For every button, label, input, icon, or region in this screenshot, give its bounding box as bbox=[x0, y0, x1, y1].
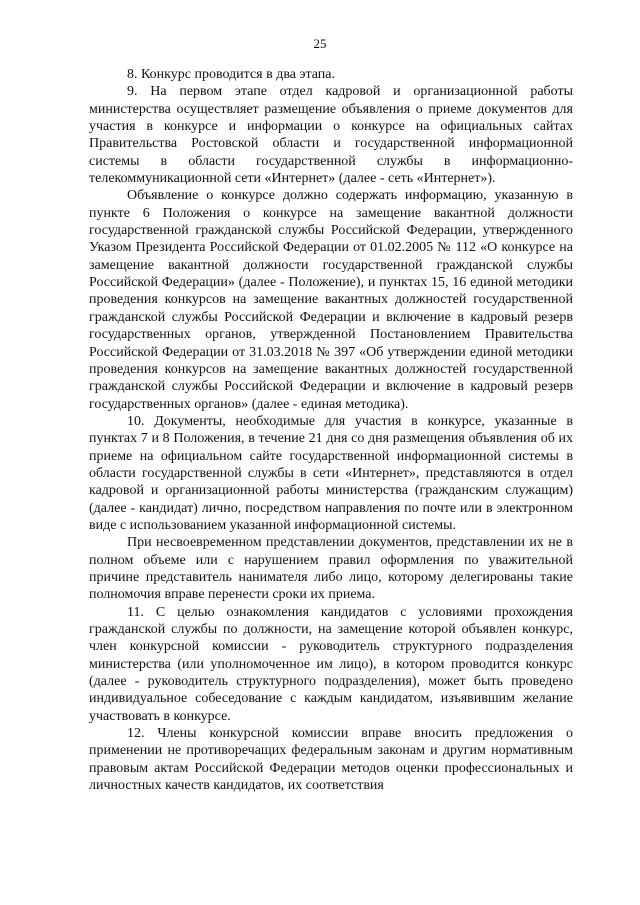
document-body bbox=[89, 66, 573, 794]
paragraph-11: 11. С целью ознакомления кандидатов с условиями прохождения гражданской службы по должности, на замещение которой объявлен конкурс, член конкурсной комиссии - руководитель структурного подразделения министерства (или уполномоченное им лицо), в котором проводится конкурс (далее - руководитель структурного подразделения), может быть проведено индивидуальное собеседование с каждым кандидатом, изъявившим желание участвовать в конкурсе. bbox=[89, 604, 573, 724]
page-number: 25 bbox=[313, 36, 327, 51]
paragraph-9-announcement: Объявление о конкурсе должно содержать информацию, указанную в пункте 6 Положения о конкурсе на замещение вакантной должности государственной гражданской службы Российской Федерации, утвержденного Указом Президента Российской Федерации от 01.02.2005 № 112 «О конкурсе на замещение вакантной должности государственной гражданской службы Российской Федерации» (далее - Положение), и пунктах 15, 16 единой методики проведения конкурсов на замещение вакантных должностей государственной гражданской службы Российской Федерации и включение в кадровый резерв государственных органов, утвержденной Постановлением Правительства Российской Федерации от 31.03.2018 № 397 «Об утверждении единой методики проведения конкурсов на замещение вакантных должностей государственной гражданской службы Российской Федерации и включение в кадровый резерв государственных органов» (далее - единая методика). bbox=[89, 188, 573, 412]
paragraph-10-late-submission: При несвоевременном представлении документов, представлении их не в полном объеме или с нарушением правил оформления по уважительной причине представитель нанимателя либо лицо, которому делегированы такие полномочия вправе перенести сроки их приема. bbox=[89, 535, 573, 603]
paragraph-10: 10. Документы, необходимые для участия в конкурсе, указанные в пунктах 7 и 8 Положения, в течение 21 дня со дня размещения объявления об их приеме на официальном сайте государственной информационной системы в области государственной службы в сети «Интернет», представляются в отдел кадровой и организационной работы министерства (гражданским служащим) (далее - кандидат) лично, посредством направления по почте или в электронном виде с использованием указанной информационной системы. bbox=[89, 413, 573, 533]
paragraph-8: 8. Конкурс проводится в два этапа. bbox=[127, 67, 336, 82]
paragraph-9: 9. На первом этапе отдел кадровой и организационной работы министерства осуществляет размещение объявления о приеме документов для участия в конкурсе и информации о конкурсе на официальных сайтах Правительства Ростовской области и государственной информационной системы в области государственной службы в информационно-телекоммуникационной сети «Интернет» (далее - сеть «Интернет»). bbox=[89, 84, 573, 187]
paragraph-12: 12. Члены конкурсной комиссии вправе вносить предложения о применении не противоречащих федеральным законам и другим нормативным правовым актам Российской Федерации методов оценки профессиональных и личностных качеств кандидатов, их соответствия bbox=[89, 726, 573, 794]
